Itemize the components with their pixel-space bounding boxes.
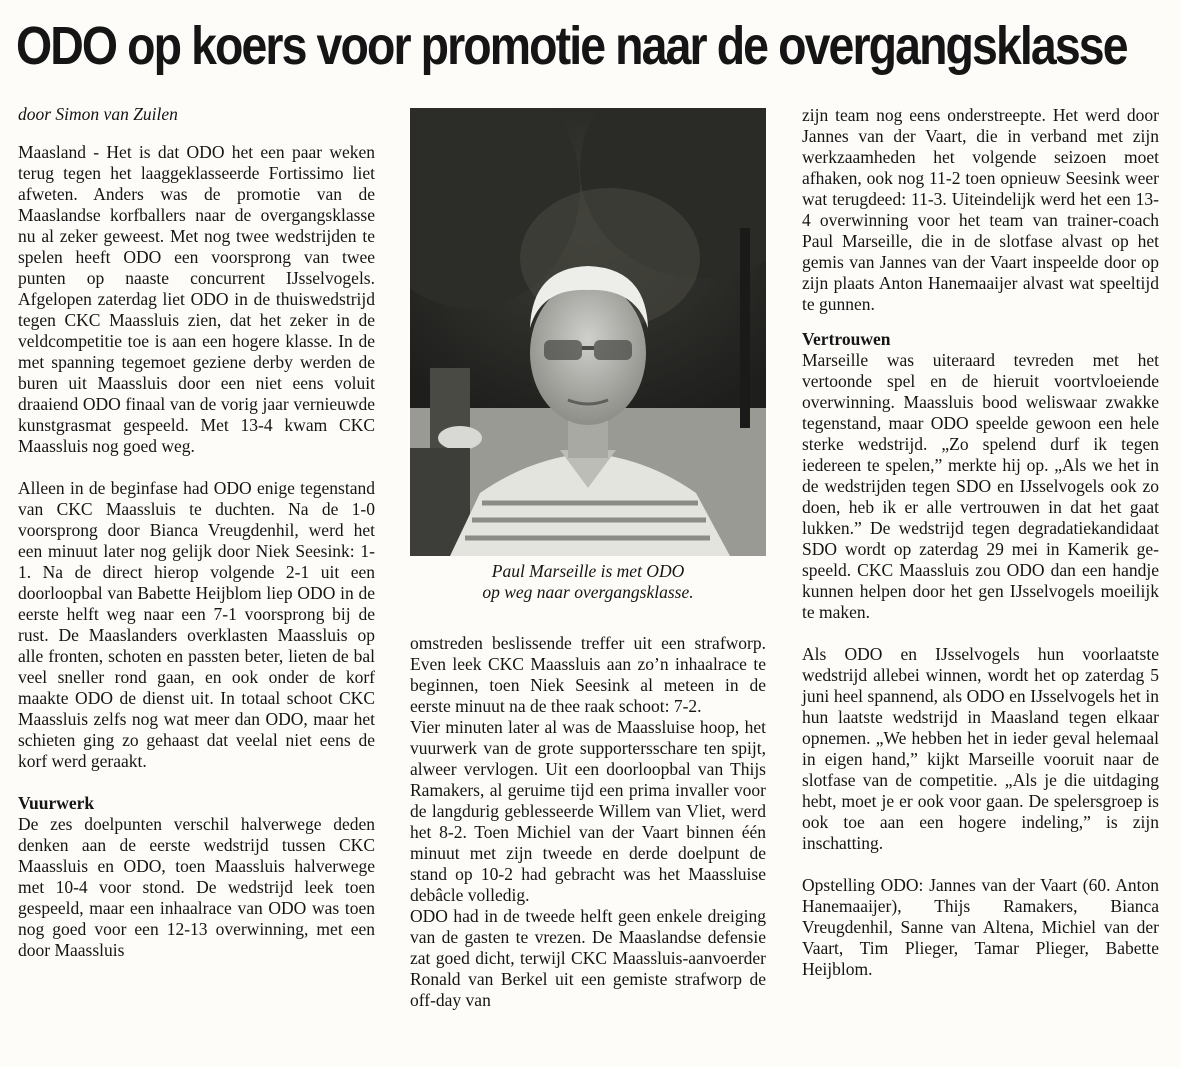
subheading-vuurwerk: Vuurwerk bbox=[18, 793, 95, 813]
photo-illustration bbox=[410, 108, 766, 556]
paragraph-vertrouwen: Marseille was uiteraard tevreden met het vertoonde spel en de hieruit voortvloeiende overwinning. Maassluis bood weliswaar zwakke tegenstand, maar ODO speelde gewoon een hele sterke wedstrijd. „Zo spelend durf ik tegen iedereen te spelen,” merkte hij op. „Als we het in de wedstrijden tegen SDO en IJsselvogels ook zo doen, heb ik er alle vertrouwen in dat het gaat lukken.” De wedstrijd tegen degradatiekandidaat SDO wordt op zaterdag 29 mei in Kamerik gespeeld. CKC Maassluis zou ODO dan een handje kunnen helpen door het gen IJsselvogels moeilijk te maken. bbox=[802, 350, 1159, 622]
paragraph-intro: Maasland - Het is dat ODO het een paar weken terug tegen het laaggeklasseerde Fortissimo liet afweten. Anders was de promotie van de Maaslandse korfballers naar de overgangsklasse nu al zeker geweest. Met nog twee wedstrijden te spelen heeft ODO een voorsprong van twee punten op naaste concurrent IJsselvogels. Afgelopen zaterdag liet ODO in de thuiswedstrijd tegen CKC Maassluis zien, dat het zeker in de veldcompetitie toe is aan een hogere klasse. In de met spanning tegemoet geziene derby werden de buren uit Maassluis door een niet eens voluit draaiend ODO finaal van de vorig jaar vernieuwde kunstgrasmat gespeeld. Met 13-4 kwam CKC Maassluis nog goed weg. bbox=[18, 142, 375, 456]
paragraph-vuurwerk: De zes doelpunten verschil halverwege deden denken aan de eerste wedstrijd tussen CKC Maassluis en ODO, toen Maassluis halverwege met 10-4 voor stond. De wedstrijd leek toen gespeeld, maar een inhaalrace van ODO was toen nog goed voor een 12-13 overwinning, met een door Maassluis bbox=[18, 814, 375, 960]
caption-line-1: Paul Marseille is met ODO bbox=[491, 561, 685, 581]
paragraph-strafworp: omstreden beslissende treffer uit een strafworp. Even leek CKC Maassluis aan zo’n inhaalrace te beginnen, toen Niek Seesink al meteen in de eerste minuut na de thee raak schoot: 7-2. bbox=[410, 633, 766, 716]
article-column-2 bbox=[410, 633, 766, 1011]
paragraph-vier-minuten: Vier minuten later al was de Maassluise hoop, het vuurwerk van de grote supportersschare ten spijt, alweer vervlogen. Uit een doorloopbal van Thijs Ramakers, al geruime tijd een prima invaller voor de langdurig geblesseerde Willem van Vliet, werd het 8-2. Toen Michiel van der Vaart binnen één minuut met zijn tweede en derde doelpunt de stand op 10-2 had gebracht was het Maassluise debâcle volledig. bbox=[410, 717, 766, 905]
caption-line-2: op weg naar overgangsklasse. bbox=[482, 582, 694, 602]
paragraph-voorlaatste: Als ODO en IJsselvogels hun voorlaatste wedstrijd allebei winnen, wordt het op zaterdag 5 juni heel spannend, als ODO en IJsselvogels het in hun laatste wedstrijd in Maasland tegen elkaar opnemen. „We hebben het in ieder geval helemaal in eigen hand,” kijkt Marseille vooruit naar de slotfase van de competitie. „Als je die uitdaging hebt, moet je er ook voor gaan. De spelersgroep is ook toe aan een hogere indeling,” is zijn inschatting. bbox=[802, 644, 1159, 853]
byline: door Simon van Zuilen bbox=[18, 104, 178, 124]
article-column-1 bbox=[18, 104, 375, 961]
photo-caption bbox=[410, 561, 766, 603]
paragraph-opstelling: Opstelling ODO: Jannes van der Vaart (60. Anton Hanemaaijer), Thijs Ramakers, Bianca Vreugdenhil, Sanne van Altena, Michiel van der Vaart, Tim Plieger, Tamar Plieger, Babette Heijblom. bbox=[802, 875, 1159, 979]
paragraph-tweede-helft: ODO had in de tweede helft geen enkele dreiging van de gasten te vrezen. De Maaslandse defensie zat goed dicht, terwijl CKC Maassluis-aanvoerder Ronald van Berkel uit een gemiste strafworp de off-day van bbox=[410, 906, 766, 1010]
paragraph-beginfase: Alleen in de beginfase had ODO enige tegenstand van CKC Maassluis te duchten. Na de 1-0 voorsprong door Bianca Vreugdenhil, werd het een minuut later nog gelijk door Niek Seesink: 1-1. Na de direct hierop volgende 2-1 uit een doorloopbal van Babette Heijblom liep ODO in de eerste helft weg naar een 7-1 voorsprong bij de rust. De Maaslanders overklasten Maassluis op alle fronten, schoten en passten beter, lieten de bal veel sneller rond gaan, en ook onder de korf maakte ODO de dienst uit. In totaal schoot CKC Maassluis zelfs nog wat meer dan ODO, maar het schieten ging zo gehaast dat veelal niet eens de korf werd geraakt. bbox=[18, 478, 375, 771]
paragraph-onderstreepte: zijn team nog eens onderstreepte. Het werd door Jannes van der Vaart, die in verband met zijn werkzaamheden het volgende seizoen moet afhaken, ook nog 11-2 toen opnieuw Seesink weer wat terugdeed: 11-3. Uiteindelijk werd het een 13-4 overwinning voor het team van trainer-coach Paul Marseille, die in de slotfase alvast op het gemis van Jannes van der Vaart inspeelde door op zijn plaats Anton Hanemaaijer alvast wat speeltijd te gunnen. bbox=[802, 105, 1159, 314]
headline: ODO op koers voor promotie naar de overgangsklasse bbox=[16, 16, 1127, 76]
article-column-3 bbox=[802, 105, 1159, 980]
photo-paul-marseille bbox=[410, 108, 766, 556]
subheading-vertrouwen: Vertrouwen bbox=[802, 329, 891, 349]
